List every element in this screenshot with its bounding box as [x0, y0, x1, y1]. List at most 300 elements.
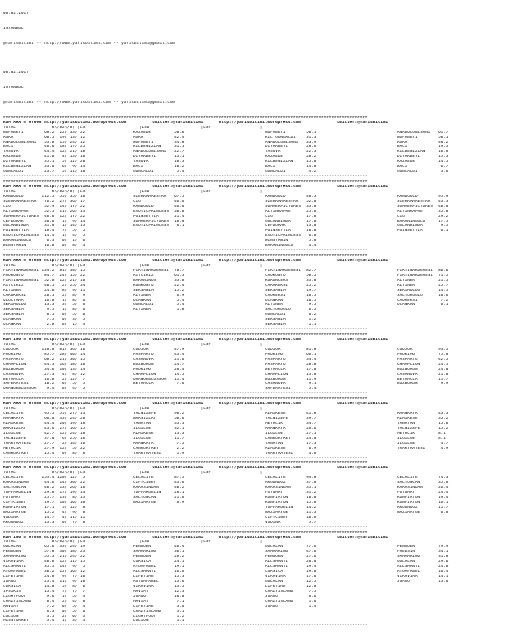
lsd-cell: CHAMPLION 13.0 [265, 372, 317, 377]
total-cell: CIG 52.9 14/ 17/ 22 [3, 204, 86, 209]
column-header: TOTAL 8\/82\/8) |LS |LSD |LSF | [3, 407, 263, 412]
lsd-cell: GOLALAN 77.6 [265, 545, 317, 550]
lsf-cell [397, 387, 527, 392]
lsd-cell: JUAGO 6.6 [265, 594, 317, 599]
ls-cell: PROKIMO 20.4 [133, 367, 185, 372]
total-cell: GULANBINDA 31.0 1/ 14/ 13 [3, 224, 86, 229]
lsd-cell: SEKSANIM 1.1 [265, 323, 317, 328]
total-cell: SAMMARINO 55.3 21/ 24/ 22 [3, 555, 86, 560]
section-title: KUM ARA = 97688 http://yarisbilimi.wordpress.com twitter:@YarisBilimi http://yarisbilimi.wordpress.com twitter:@YarisBilimi [3, 466, 389, 471]
lsd-cell: PROKIMO 66.1 [265, 352, 317, 357]
ls-cell: GUNCALDI 5.4 [133, 170, 185, 175]
total-cell: LIFETIME 6.3 0/ 5/ 6 [3, 609, 86, 614]
lsf-cell: ILGILGE 4.7 [397, 441, 449, 446]
section-title: KUM ARA = 97690 http://yarisbilimi.wordpress.com twitter:@YarisBilimi http://yarisbilimi.wordpress.com twitter:@YarisBilimi [3, 184, 389, 189]
dash-divider: ---------------------------------------------------------------------------------------------------------------------------------------------- [3, 392, 368, 397]
section-title: KUM ING = 97690 http://yarisbilimi.wordpress.com twitter:@YarisBilimi http://yarisbilimi.wordpress.com twitter:@YarisBilimi [3, 338, 389, 342]
lsd-cell: GUNCALDI 4.2 [265, 170, 317, 175]
lsd-cell: SIERRAMAESTRA 52.8 [265, 199, 317, 204]
lsf-cell: RANDGOLD 95.9 [397, 194, 449, 199]
lsd-cell: AKGUNDUZ 37.0 [265, 481, 317, 486]
lsd-cell: UCANKAN 10.5 [265, 298, 317, 303]
contact-line-2: @YarisBilimi -- http://www.yarisbilimi.com -- yarisbilimi@gmail.com [3, 100, 175, 105]
total-cell: GOLALAN 65.6 33/ 24/ 19 [3, 545, 86, 550]
total-cell: AGRA 60.5 19/ 13/ 12 [3, 135, 86, 140]
total-cell: VODINA 14.7 4/ 11/ 11 [3, 515, 86, 520]
total-cell: ANADOLUNISANI 53.8 15/ 24/ 12 [3, 140, 86, 145]
lsd-cell: GOLALAN 12.5 [265, 579, 317, 584]
lsf-cell: FIRTINAKDERESI 86.6 [397, 268, 449, 273]
lsf-cell: NAZIMAYGE 6.8 [397, 510, 449, 515]
race-section [3, 180, 527, 254]
hash-divider: ############################################################################################################################################## [3, 254, 368, 259]
total-cell: AMANKAYA 66.8 33/ 24/ 20 [3, 417, 86, 421]
total-cell: DIYARBEYI 35.1 5/ 12/ 20 [3, 160, 86, 165]
ls-cell: SALTUNCAN 21.6 [133, 496, 185, 500]
ls-cell: CHAMPLION 14.5 [133, 372, 185, 377]
lsd-cell: DIYARBEYI 28.6 [265, 145, 317, 150]
lsd-cell: SALTUKOGLU 6.5 [265, 308, 317, 313]
lsf-cell: CODJOR 93.5 [397, 347, 449, 352]
lsd-cell: CIFTCIBEY 10.8 [265, 515, 317, 520]
ls-cell: KONKONTO 22.4 [133, 283, 185, 288]
lsf-cell: NOFABEYI 50.1 [397, 135, 449, 140]
race-section [3, 116, 527, 180]
ls-cell: ANADOLUNISANI 22.7 [133, 150, 185, 155]
lsf-cell: GOLALAN 29.6 [397, 560, 449, 565]
dash-divider: ---------------------------------------------------------------------------------------------------------------------------------------------- [3, 624, 368, 629]
ls-cell: TANATAN 33.3 [133, 421, 185, 426]
total-cell: FUTUHAT 25.7 13/ 8/ 13 [3, 496, 86, 500]
lsf-cell: ANADOLUNISANI 61.7 [397, 130, 449, 135]
ls-cell: MAVIAY 12.3 [133, 589, 185, 594]
column-header: TOTAL 8\/82\/8) |LS |LSD |LSF | [3, 342, 263, 347]
hash-divider: ############################################################################################################################################## [3, 461, 368, 466]
ls-cell: PENGUEN 46.4 [133, 545, 185, 550]
lsd-cell: LIFETIME 12.0 [265, 584, 317, 589]
ls-cell: FIRTINAKDERESI 78.7 [133, 268, 185, 273]
total-cell: CEFDURAK 36.6 1/ 9/ 14 [3, 219, 86, 224]
race-sections [3, 116, 527, 630]
total-cell: AZMIKESE 44.4 20/ 19/ 18 [3, 421, 86, 426]
total-cell: NOFABEYI 68.2 22/ 33/ 22 [3, 130, 86, 135]
total-cell: KILBENIZLAN 33.6 6/ 9/ 14 [3, 165, 86, 170]
ls-cell: NARSIZLAT 50.6 [133, 417, 185, 421]
total-cell: JUAGO 23.4 11/ 9/ 10 [3, 579, 86, 584]
lsd-cell: CAOKEKSI 10.5 [265, 293, 317, 298]
lsf-cell: FIRTINAKDERESI 71.5 [397, 273, 449, 278]
race-section [3, 397, 527, 461]
total-cell: AITCIKIZ 40.1 2/ 25/ 34 [3, 283, 86, 288]
lsf-cell: DIYARBEYI 15.3 [397, 155, 449, 160]
ls-cell: MAVIAY 7.1 [133, 599, 185, 604]
hash-divider: ############################################################################################################################################## [3, 530, 368, 535]
lsd-cell: AZMIKESE 41.8 [265, 412, 317, 417]
ls-cell: TRAKYAATESI 1.9 [133, 451, 185, 456]
total-cell: CHAMPLION 44.3 16/ 18/ 18 [3, 362, 86, 367]
ls-cell: ALTINER 1.8 [133, 308, 185, 313]
total-cell: CASANOVA 27.3 4/ 8/ 12 [3, 372, 86, 377]
lsf-cell: AGRA 40.2 [397, 140, 449, 145]
lsf-cell: ALLSHANTI 24.0 [397, 565, 449, 570]
ls-cell: RANDGOLD 46.6 [133, 204, 185, 209]
total-cell: BACI 46.6 18/ 17/ 25 [3, 145, 86, 150]
total-cell: SEKSANIM 9.5 1/ 8/ 6 [3, 308, 86, 313]
ls-cell: GUNCALDI 5.4 [133, 303, 185, 308]
ls-cell: AITCIKIZ 61.3 [133, 273, 185, 278]
lsd-cell: CANKURTREY 24.0 [265, 436, 317, 441]
total-cell: CAROKEKSI 20.1 2/ 8/ 9 [3, 293, 86, 298]
total-cell: UCANKAN 2.8 0/ 1/ 4 [3, 323, 86, 328]
race-section [3, 254, 527, 333]
lsd-cell: NOFABEYI 50.1 [265, 130, 317, 135]
lsf-cell: ILGILGE 8.1 [397, 436, 446, 441]
total-cell: KARASINDAN 44.6 14/ 30/ 22 [3, 481, 86, 486]
total-cell: METRCIK 27.9 12/ 5/ 22 [3, 446, 86, 451]
lsf-cell: CHAMPLION 24.5 [397, 362, 449, 367]
total-cell: ILGILGE 42.7 12/ 24/ 18 [3, 431, 86, 436]
lsf-cell: ALTINER 25.7 [397, 283, 449, 288]
lsf-cell: ATOMFABEL 16.4 [397, 570, 449, 575]
dash-divider: ---------------------------------------------------------------------------------------------------------------------------------------------- [3, 456, 368, 461]
lsd-cell: CIG 17.8 [265, 214, 317, 219]
ls-cell: PENGUEN 28.2 [133, 555, 185, 560]
lsd-cell: CAOKONTO 50.5 [265, 273, 317, 278]
lsf-cell: KARASINDAN 26.4 [397, 486, 449, 491]
lsf-cell: CAOKEKSI 7.2 [397, 298, 449, 303]
lsd-cell: KORONCEKS 33.0 [265, 278, 317, 283]
lsf-cell [397, 244, 527, 249]
total-cell: PENGUEN 57.8 30/ 18/ 23 [3, 550, 86, 555]
total-cell: ALLSHANTI 35.5 14/ 9/ 5 [3, 565, 86, 570]
lsd-cell: METRCIK 34.7 [265, 421, 317, 426]
ls-cell: AUTOMFABEL 13.6 [133, 579, 185, 584]
section-title: KUM ING = 97688 http://yarisbilimi.wordpress.com twitter:@YarisBilimi http://yarisbilimi.wordpress.com twitter:@YarisBilimi [3, 535, 389, 540]
ls-cell: CIFTCIBEY 43.6 [133, 481, 185, 486]
lsf-cell: UCANKAN 6.1 [397, 303, 449, 308]
total-cell: ATOMFABEL 30.2 12/ 16/ 12 [3, 570, 86, 575]
total-cell: POINSETTIA 18.4 7/ 5/ 5 [3, 229, 86, 234]
lsf-cell: KONFIATON 19.4 [397, 496, 449, 500]
ls-cell: NOFABEYI 34.0 [133, 140, 185, 145]
city-line-2: ISTANBUL [3, 86, 24, 91]
ls-cell: SUMMERPICTURES 18.0 [133, 219, 185, 224]
lsf-cell: KONFIATON 16.1 [397, 500, 449, 505]
total-cell: CRAZYISLAND 8.4 2/ 4/ 8 [3, 599, 86, 604]
hash-divider: ############################################################################################################################################## [3, 115, 368, 120]
dash-divider: ---------------------------------------------------------------------------------------------------------------------------------------------- [3, 328, 368, 333]
lsf-cell: JUAGO 13.6 [397, 579, 449, 584]
lsd-cell: KIL GONGALDI 31.3 [265, 135, 317, 140]
lsd-cell: ANADOLUNISANI 33.9 [265, 140, 317, 145]
total-cell: KAZAEDE 41.8 4/ 13/ 18 [3, 155, 86, 160]
ls-cell: ORANGEBLOSSOM 11.4 [133, 377, 185, 382]
ls-cell: CORSICA 24.1 [133, 560, 185, 565]
lsd-cell: ALLSHANTI 19.4 [265, 565, 317, 570]
lsf-cell: SALTUKOGLU 10.6 [397, 293, 449, 298]
lsf-cell: BETAMCLA 11.7 [397, 377, 449, 382]
total-cell: BETAMCLA 16.8 2/ 12/ 7 [3, 377, 86, 382]
lsf-cell: GUNCALDI 3.6 [397, 170, 449, 175]
race-stats-document [3, 2, 527, 634]
lsf-cell: CELALIYE 74.3 [397, 476, 449, 481]
lsf-cell: BOZBURUN 24.0 [397, 367, 449, 372]
lsf-cell: AKGUNDUZ 11.7 [397, 505, 449, 510]
total-cell: SAFERATESI 10.2 0/ 5/ 5 [3, 382, 86, 387]
date-line-2: 08.02.2017 [3, 71, 29, 76]
total-cell: SALTUNCAN 40.2 13/ 26/ 16 [3, 486, 86, 491]
lsd-cell: FUTUHAT 31.2 [265, 491, 317, 496]
ls-cell: CODJOR 47.9 [133, 347, 185, 352]
lsd-cell: ALLSHANTI 20.0 [265, 560, 317, 565]
ls-cell: ATOMFABEL 19.1 [133, 565, 185, 570]
lsf-cell: ALTINKAPRE 35.0 [397, 209, 449, 214]
total-cell: ORANGEBLOSSOM 9.4 0/ 4/ 5 [3, 387, 86, 392]
lsd-cell: SAMMARINO 47.6 [265, 550, 317, 555]
lsf-cell: FUTUHAT 24.4 [397, 491, 449, 496]
lsf-cell: GULANBINDA 9.5 [397, 224, 449, 229]
total-cell: CANKURTREY 15.4 0/ 8/ 8 [3, 451, 86, 456]
ls-cell: AZMIKESE 13.3 [133, 431, 185, 436]
lsf-cell: YALNIZEFE 15.2 [397, 426, 449, 431]
ls-cell: LIFETIME 3.6 [133, 604, 185, 609]
lsf-cell: PASPARTU 42.5 [397, 357, 449, 362]
lsf-cell: CIG 29.2 [397, 214, 449, 219]
lsd-cell: TANATAN 17.3 [265, 441, 317, 446]
total-cell: ALTINER 24.8 8/ 9/ 11 [3, 288, 86, 293]
lsd-cell: KONFIATON 15.8 [265, 500, 317, 505]
total-cell: NARSIZLAT 43.6 27/ 16/ 15 [3, 426, 86, 431]
lsf-cell: ALTINER 21.5 [397, 278, 449, 283]
race-section [3, 531, 527, 630]
ls-cell: BARANINOS 33.8 [133, 278, 185, 283]
lsd-cell: VIRAVIRA 17.6 [265, 575, 317, 579]
ls-cell: LIFETIME 15.3 [133, 575, 185, 579]
total-cell: SIERRAMAESTRA 76.2 27/ 36/ 17 [3, 199, 86, 204]
ls-cell: LIGHTFOOT 1.2 [133, 614, 185, 619]
lsf-cell: BACI 6.7 [397, 165, 449, 170]
lsd-cell: CASANOVA 9.1 [265, 382, 317, 387]
lsd-cell: SEKSANIM 19.7 [265, 288, 317, 293]
ls-cell: UCANKAN 5.4 [133, 298, 185, 303]
ls-cell: ILGILGE 11.7 [133, 436, 185, 441]
race-section [3, 461, 527, 530]
lsf-cell: BARANINGULU 17.5 [397, 219, 449, 224]
total-cell: CELALIYE 153.4 120/ 12/ 5 [3, 476, 86, 481]
lsd-cell: RANDGOLD 48.3 [265, 194, 317, 199]
lsd-cell: BOZBURUN 11.9 [265, 377, 317, 382]
lsd-cell: AZMIKESE 6.9 [265, 446, 317, 451]
lsd-cell: BETAMCLA 17.8 [265, 367, 317, 372]
total-cell: FIRTINAKDERESI 134.2 81/ 38/ 15 [3, 268, 86, 273]
ls-cell: VIRAVIRA 13.5 [133, 584, 185, 589]
lsd-cell: TASOVA 22.3 [265, 150, 317, 155]
lsd-cell: GUNCALDI 6.2 [265, 313, 317, 318]
dash-divider: ---------------------------------------------------------------------------------------------------------------------------------------------- [3, 175, 368, 180]
total-cell: PASPARTU 68.2 21/ 30/ 15 [3, 357, 86, 362]
dash-divider: ---------------------------------------------------------------------------------------------------------------------------------------------- [3, 525, 368, 530]
lsd-cell: EXOTICPRINCESS 6.0 [265, 234, 317, 239]
lsf-cell: KAZAEDE 14.5 [397, 160, 449, 165]
total-cell: CIFTCIBEY 19.7 10/ 10/ 10 [3, 500, 86, 505]
total-cell: KONFIATON 17.1 5/ 12/ 8 [3, 505, 86, 510]
contact-line: @YarisBilimi -- http://www.yarisbilimi.com -- yarisbilimi@gmail.com [3, 41, 175, 46]
hash-divider: ############################################################################################################################################## [3, 180, 368, 184]
ls-cell: EXOTICPRINCESS 6.1 [133, 224, 185, 229]
lsf-cell: KILBENIZLAN 16.8 [397, 150, 449, 155]
ls-cell: KAZAEDE 50.6 [133, 130, 185, 135]
total-cell: CODJOR 118.8 81/ 36/ 16 [3, 347, 86, 352]
lsf-cell: PROKIMO 75.0 [397, 352, 449, 357]
section-title: KUM ARA = 97689 http://yarisbilimi.wordpress.com twitter:@YarisBilimi http://yarisbilimi.wordpress.com twitter:@YarisBilimi [3, 259, 389, 263]
lsd-cell: NAZIMAYGE 11.3 [265, 510, 317, 515]
lsf-cell: SALTUNCAN 35.8 [397, 481, 449, 486]
ls-cell: KARASINDAN 40.2 [133, 486, 185, 491]
lsd-cell: CELALIYE 94.0 [265, 476, 317, 481]
ls-cell: ILGILGE 32.1 [133, 426, 185, 431]
lsf-cell: AZMIKESE 35.2 [397, 417, 449, 421]
column-header: TOTAL 8\/82\/8) |LS |LSD |LSF | [3, 189, 263, 194]
ls-cell: AGRA 42.4 [133, 135, 185, 140]
lsf-cell: PENGUEN 79.9 [397, 545, 449, 550]
ls-cell: PASPARTU 43.4 [133, 352, 185, 357]
lsd-cell: PASPARTU 34.4 [265, 357, 317, 362]
lsd-cell: KAZAEDE 20.2 [265, 155, 317, 160]
lsf-cell: TRAKYAATESI 4.9 [397, 446, 449, 451]
lsd-cell: PENGUEN 27.6 [265, 555, 317, 560]
ls-cell: DIYARBEYI 13.1 [133, 155, 185, 160]
column-header: TOTAL 8\/82\/8) |LS |LSD |LSF | [3, 263, 263, 268]
ls-cell: NAZIMAYGE 8.9 [133, 500, 185, 505]
total-cell: LIGHTFOOT 9.6 1/ 5/ 4 [3, 594, 86, 599]
total-cell: SUMMERPICTURES 46.6 12/ 17/ 22 [3, 214, 86, 219]
lsf-cell: FREDSIN 34.1 [397, 550, 449, 555]
total-cell: FIRTINAKDERESI 52.0 12/ 21/ 16 [3, 278, 86, 283]
lsf-cell: SAMMARINO 31.0 [397, 555, 449, 560]
total-cell: SEKSANIM 8.1 0/ 5/ 8 [3, 313, 86, 318]
total-cell: BOZBURUN 34.6 10/ 13/ 14 [3, 367, 86, 372]
lsd-cell: GULANBINDA 17.0 [265, 219, 317, 224]
lsd-cell: FIRTINAKDERESI 82.7 [265, 268, 317, 273]
lsd-cell: YALNIZEFE 39.7 [265, 417, 317, 421]
total-cell: MAVIAY 7.2 0/ 5/ 4 [3, 604, 86, 609]
lsd-cell: KONFIATON 18.0 [265, 496, 317, 500]
total-cell: OLUCYAMA 16.0 1/ 8/ 6 [3, 298, 86, 303]
total-cell: TASOVA 44.4 12/ 21/ 18 [3, 150, 86, 155]
lsd-cell: BACI 14.0 [265, 165, 317, 170]
total-cell: ALTINKAPRE 52.5 11/ 26/ 13 [3, 209, 86, 214]
lsd-cell: PASPARTU 20.0 [265, 362, 317, 367]
hash-divider: ############################################################################################################################################## [3, 397, 368, 402]
ls-cell: CANKURTREY 2.2 [133, 446, 185, 451]
ls-cell: TOPFARGELIN 28.1 [133, 491, 185, 496]
ls-cell: BACI 10.2 [133, 165, 185, 170]
total-cell: IPSIKIS 13.4 7/ 7/ 7 [3, 589, 86, 594]
hash-divider: ############################################################################################################################################## [3, 333, 368, 338]
lsd-cell: CORSICA 19.0 [265, 570, 317, 575]
lsd-cell: SEKSANIM 1.2 [265, 318, 317, 323]
section-title: KUM ARA = 97690 http://yarisbilimi.wordpress.com twitter:@YarisBilimi http://yarisbilimi.wordpress.com twitter:@YarisBilimi [3, 120, 389, 125]
ls-cell: TASOVA 10.3 [133, 160, 185, 165]
total-cell: AKGUNDUZ 13.3 0/ 7/ 8 [3, 520, 86, 525]
total-cell: MISSTURKEY 3.4 1/ 3/ 3 [3, 619, 86, 624]
lsf-cell: TANATAN 15.8 [397, 421, 449, 426]
lsd-cell: CARAKEKSI 25.2 [265, 283, 317, 288]
ls-cell: CRAZYISLAND 3.1 [133, 609, 185, 614]
lsf-cell [397, 452, 527, 457]
ls-cell: YALNIZEFE 98.2 [133, 412, 185, 417]
ls-cell: SAMMARINO 36.1 [133, 550, 185, 555]
total-cell: NAZIMAYGE 15.2 4/ 9/ 8 [3, 510, 86, 515]
ls-cell: LOLION 1.1 [133, 619, 185, 624]
lsd-cell: AMANKAYA 26.6 [265, 426, 317, 431]
spacer [3, 56, 527, 61]
lsd-cell: TOPFARGELIN 14.2 [265, 505, 317, 510]
lsd-cell: ALTINKAPRE 25.8 [265, 209, 317, 214]
total-cell: LOLION 3.5 2/ 0/ 3 [3, 614, 86, 619]
total-cell: CELALIYE 95.5 55/ 27/ 13 [3, 412, 86, 417]
lsd-cell: WINSTAWIN 5.8 [265, 239, 317, 244]
ls-cell: BOZBURUN 24.7 [133, 362, 185, 367]
lsd-cell: SAFERATESI 5.4 [265, 387, 317, 392]
lsf-cell [397, 323, 527, 328]
lsd-cell: SUMMERPICTURES 33.0 [265, 204, 317, 209]
lsf-cell: BOZBURUN 9.9 [397, 382, 449, 387]
race-section [3, 333, 527, 397]
lsd-cell: TRAKYAATESI 4.6 [265, 451, 317, 456]
column-header: TOTAL 8\/82\/8) |LS |LSD |LSF | [3, 471, 263, 476]
ls-cell: BETAMCLA 7.6 [133, 382, 185, 387]
lsf-cell: POINSETTIA 6.1 [397, 229, 449, 234]
total-cell: SERIHOLDU 13.3 3/ 5/ 6 [3, 303, 86, 308]
ls-cell: CELALIYE 87.5 [133, 476, 185, 481]
lsd-cell: BARANINGULU 4.4 [265, 244, 317, 249]
total-cell: VIRAVIRA 40.8 12/ 11/ 15 [3, 560, 86, 565]
lsf-cell: BACI 19.5 [397, 145, 449, 150]
lsd-cell: CRAZYISLAND 1.6 [265, 599, 317, 604]
lsd-cell: CEFDURAK 13.0 [265, 224, 317, 229]
ls-cell: ALLSHANTI 16.6 [133, 570, 185, 575]
total-cell: WINSTAWIN 16.0 0/ 8/ 4 [3, 244, 86, 249]
lsd-cell: KILBENIZLAN 15.8 [265, 160, 317, 165]
ls-cell: CASANOVA 21.6 [133, 357, 185, 362]
dash-divider: ---------------------------------------------------------------------------------------------------------------------------------------------- [3, 249, 368, 254]
ls-cell: AMANKAYA 7.5 [133, 441, 185, 446]
column-header: TOTAL 8\/82\/8) |LS |LSD |LSF | [3, 540, 263, 545]
lsf-cell: CASANOVA 21.0 [397, 372, 449, 377]
lsd-cell: KARASINDAN 35.1 [265, 486, 317, 491]
total-cell: LIFETIME 24.8 9/ 7/ 16 [3, 575, 86, 579]
ls-cell: SIERRAMAESTRA 67.5 [133, 194, 185, 199]
date-line: 08.02.2017 [3, 11, 29, 16]
total-cell: UCANKAN 7.5 0/ 3/ 5 [3, 318, 86, 323]
lsf-cell [397, 521, 527, 526]
lsf-cell: VIRAVIRA 14.1 [397, 575, 449, 579]
lsf-cell [397, 619, 527, 624]
ls-cell: JUAGO 10.0 [133, 594, 185, 599]
total-cell: BARANINGULU 6.3 0/ 1/ 6 [3, 239, 86, 244]
total-cell: TRAKYAATESI 27.7 2/ 14/ 16 [3, 441, 86, 446]
total-cell: PROKIMO 85.7 28/ 40/ 14 [3, 352, 86, 357]
lsf-cell: METRCIK 8.1 [397, 431, 446, 436]
ls-cell: ALTINER 6.9 [133, 293, 185, 298]
city-line: ISTANBUL [3, 26, 24, 31]
ls-cell: KILBENIZLAN 31.1 [133, 145, 185, 150]
total-cell: TOPFARGELIN 29.8 17/ 19/ 14 [3, 491, 86, 496]
ls-cell: POINSETTIA 21.4 [133, 214, 185, 219]
lsd-cell: CRAZYISLAND 7.5 [265, 589, 317, 594]
lsd-cell: JUAGO 1.4 [265, 604, 317, 609]
